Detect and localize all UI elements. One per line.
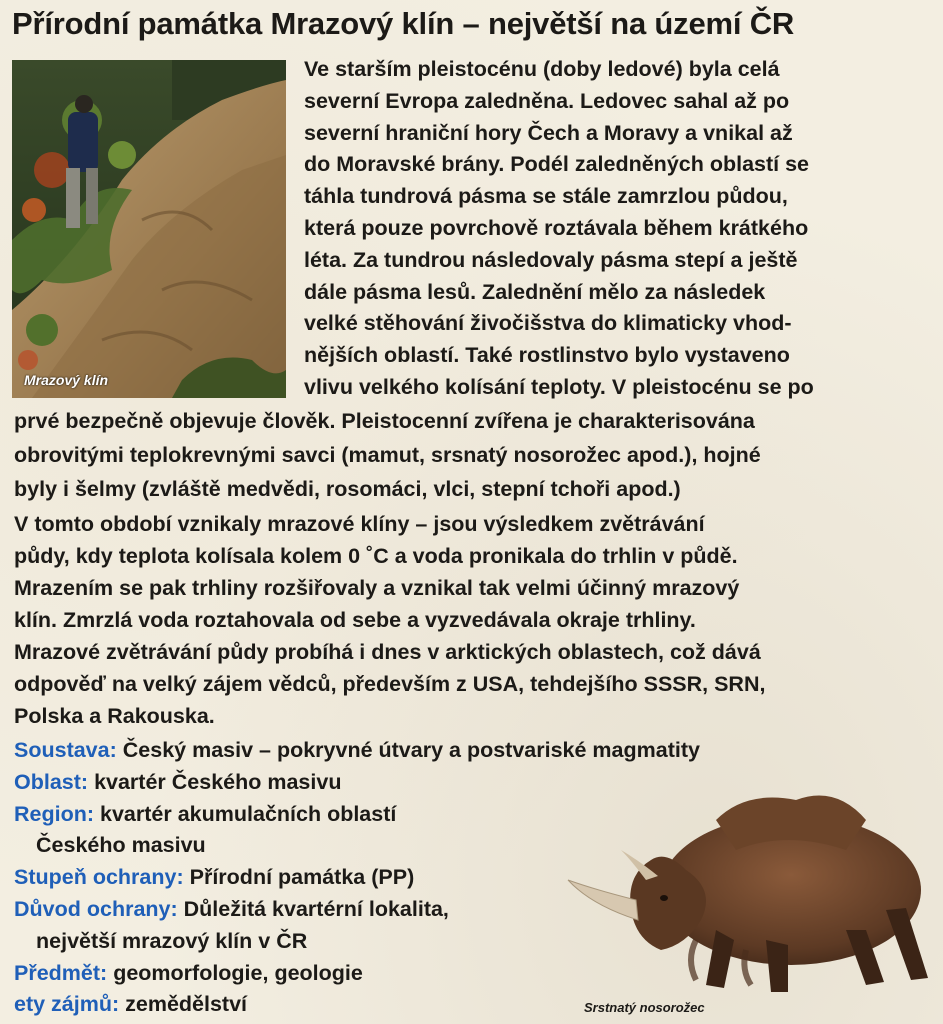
photo-frost-wedge: [12, 60, 286, 398]
fact-value: zemědělství: [125, 992, 248, 1017]
fact-continuation: největší mrazový klín v ČR: [36, 928, 308, 953]
paragraph-frost-wedges: [14, 508, 936, 732]
text-line: prvé bezpečně objevuje člověk. Pleistocenní zvířena je charakterisována: [14, 409, 755, 433]
photo-image: [12, 60, 286, 398]
text-line: dále pásma lesů. Zalednění mělo za následek: [304, 279, 766, 304]
fact-value: kvartér akumulačních oblastí: [100, 801, 397, 826]
text-line: velké stěhování živočišstva do klimaticky vhod-: [304, 311, 792, 336]
text-line: Polska a Rakouska.: [14, 704, 215, 728]
rhino-caption: Srstnatý nosorožec: [584, 1000, 705, 1015]
text-line: léta. Za tundrou následovaly pásma stepí a ještě: [304, 247, 798, 272]
paragraph-pleistocene-continued: [14, 404, 936, 506]
text-line: vlivu velkého kolísání teploty. V pleistocénu se po: [304, 374, 814, 399]
text-line: táhla tundrová pásma se stále zamrzlou půdou,: [304, 184, 788, 209]
fact-value: Přírodní památka (PP): [189, 865, 415, 890]
text-line: byly i šelmy (zvláště medvědi, rosomáci, vlci, stepní tchoři apod.): [14, 477, 681, 501]
text-line: severní hraniční hory Čech a Moravy a vnikal až: [304, 120, 793, 145]
fact-label: Stupeň ochrany:: [14, 865, 184, 890]
text-line: odpověď na velký zájem vědců, především z USA, tehdejšího SSSR, SRN,: [14, 672, 766, 696]
fact-continuation: Českého masivu: [36, 833, 206, 858]
fact-value: Český masiv – pokryvné útvary a postvariské magmatity: [122, 738, 700, 762]
paragraph-pleistocene: [304, 54, 936, 404]
text-line: do Moravské brány. Podél zaledněných oblastí se: [304, 152, 810, 177]
fact-value: Důležitá kvartérní lokalita,: [183, 896, 449, 921]
text-line: nějších oblastí. Také rostlinstvo bylo vystaveno: [304, 343, 790, 368]
text-line: V tomto období vznikaly mrazové klíny – jsou výsledkem zvětrávání: [14, 512, 705, 536]
fact-label: Oblast:: [14, 769, 89, 794]
text-line: Mrazením se pak trhliny rozšiřovaly a vznikal tak velmi účinný mrazový: [14, 576, 740, 600]
text-line: Mrazové zvětrávání půdy probíhá i dnes v arktických oblastech, což dává: [14, 640, 761, 664]
fact-value: kvartér Českého masivu: [94, 769, 342, 794]
fact-label: Předmět:: [14, 960, 108, 985]
text-line: klín. Zmrzlá voda roztahovala od sebe a vyzvedávala okraje trhliny.: [14, 608, 696, 632]
fact-label: Důvod ochrany:: [14, 896, 178, 921]
text-line: obrovitými teplokrevnými savci (mamut, srsnatý nosorožec apod.), hojné: [14, 443, 761, 467]
fact-label: Soustava:: [14, 738, 117, 762]
fact-label: Region:: [14, 801, 95, 826]
text-line: severní Evropa zaledněna. Ledovec sahal až po: [304, 88, 790, 113]
woolly-rhino-icon: [566, 780, 936, 1010]
fact-label: ety zájmů:: [14, 992, 120, 1017]
photo-caption: Mrazový klín: [24, 372, 109, 388]
sign-title: Přírodní památka Mrazový klín – největší na území ČR: [12, 6, 795, 41]
fact-row-soustava: [14, 735, 914, 767]
text-line: půdy, kdy teplota kolísala kolem 0 ˚C a voda pronikala do trhlin v půdě.: [14, 544, 738, 568]
text-line: Ve starším pleistocénu (doby ledové) byla celá: [304, 57, 780, 81]
fact-value: geomorfologie, geologie: [113, 960, 363, 985]
woolly-rhino-illustration: [566, 780, 936, 1010]
text-line: která pouze povrchově roztávala během krátkého: [304, 215, 809, 240]
